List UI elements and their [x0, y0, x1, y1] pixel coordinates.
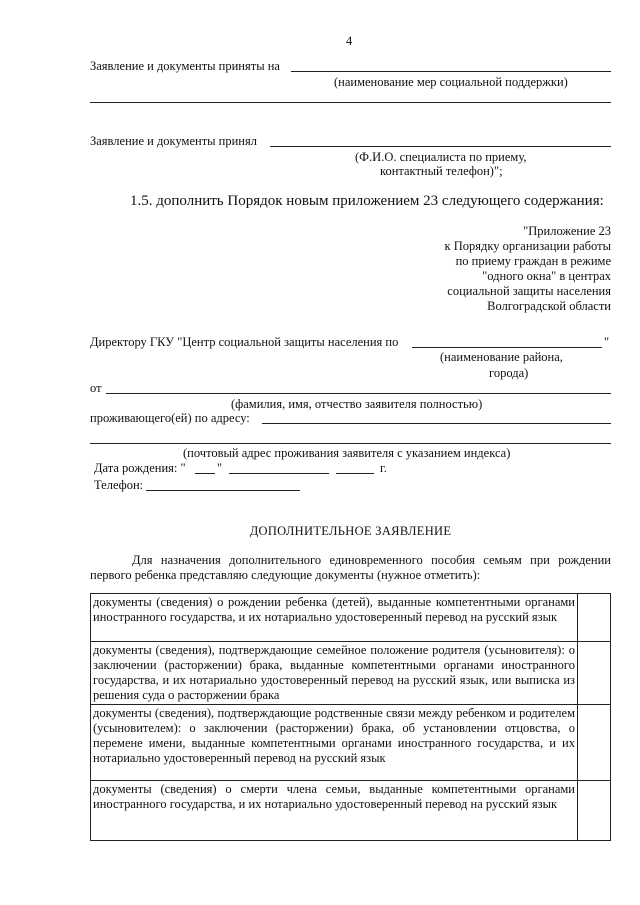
birth-year-field[interactable] — [336, 473, 374, 474]
specialist-name-field[interactable] — [270, 146, 611, 147]
documents-table — [90, 593, 611, 841]
table-row — [91, 642, 611, 705]
from-caption: (фамилия, имя, отчество заявителя полностью) — [231, 397, 483, 411]
accepted-measure-field-continued[interactable] — [90, 102, 611, 103]
addressee-quote-end: " — [604, 335, 610, 349]
document-checkbox[interactable] — [578, 642, 611, 705]
birth-day-field[interactable] — [195, 473, 215, 474]
accepted-caption: (наименование мер социальной поддержки) — [334, 75, 568, 89]
address-caption: (почтовый адрес проживания заявителя с указанием индекса) — [183, 446, 511, 460]
district-field[interactable] — [412, 347, 602, 348]
address-label: проживающего(ей) по адресу: — [90, 411, 250, 425]
received-caption-1: (Ф.И.О. специалиста по приему, — [355, 150, 527, 164]
accepted-measure-field[interactable] — [291, 71, 611, 72]
accepted-label: Заявление и документы приняты на — [90, 59, 280, 73]
birth-date-label: Дата рождения: " — [94, 461, 186, 475]
applicant-name-field[interactable] — [106, 393, 611, 394]
phone-label: Телефон: — [94, 478, 144, 492]
document-checkbox[interactable] — [578, 705, 611, 781]
birth-year-suffix: г. — [380, 461, 387, 475]
amendment-text: 1.5. дополнить Порядок новым приложением 23 следующего содержания: — [130, 193, 604, 209]
received-label: Заявление и документы принял — [90, 134, 257, 148]
intro-line-2: первого ребенка представляю следующие документы (нужное отметить): — [90, 568, 481, 582]
table-row — [91, 781, 611, 841]
document-description: документы (сведения), подтверждающие родственные связи между ребенком и родителем (усыновителем): о заключении (расторжении) брака, об установлении отцовства, о перемене имени, выданные компетентными органами иностранного государства, и их нотариально удостоверенный перевод на русский язык — [91, 705, 578, 781]
document-description: документы (сведения), подтверждающие семейное положение родителя (усыновителя): о заключении (расторжении) брака, выданные компетентными органами иностранного государства, и их нотариально удостоверенный перевод на русский язык, или выписка из решения суда о расторжении брака — [91, 642, 578, 705]
document-title: ДОПОЛНИТЕЛЬНОЕ ЗАЯВЛЕНИЕ — [249, 524, 452, 538]
table-row — [91, 594, 611, 642]
page-number: 4 — [346, 34, 353, 48]
addressee-label: Директору ГКУ "Центр социальной защиты населения по — [90, 335, 399, 349]
document-checkbox[interactable] — [578, 781, 611, 841]
address-field-continued[interactable] — [90, 443, 611, 444]
appendix-line-6: Волгоградской области — [487, 299, 611, 313]
from-label: от — [90, 381, 102, 395]
addressee-caption-1: (наименование района, — [440, 350, 563, 364]
document-checkbox[interactable] — [578, 594, 611, 642]
document-description: документы (сведения) о смерти члена семьи, выданные компетентными органами иностранного государства, и их нотариально удостоверенный перевод на русский язык — [91, 781, 578, 841]
appendix-line-5: социальной защиты населения — [447, 284, 611, 298]
birth-quote-mark: " — [217, 461, 223, 475]
appendix-line-2: к Порядку организации работы — [444, 239, 611, 253]
received-caption-2: контактный телефон)"; — [380, 164, 503, 178]
phone-field[interactable] — [146, 490, 300, 491]
birth-month-field[interactable] — [229, 473, 329, 474]
appendix-line-1: "Приложение 23 — [523, 224, 611, 238]
table-row — [91, 705, 611, 781]
document-description: документы (сведения) о рождении ребенка (детей), выданные компетентными органами иностранного государства, и их нотариально удостоверенный перевод на русский язык — [91, 594, 578, 642]
appendix-line-4: "одного окна" в центрах — [482, 269, 611, 283]
address-field[interactable] — [262, 423, 611, 424]
intro-line-1: Для назначения дополнительного единовременного пособия семьям при рождении — [132, 553, 611, 567]
appendix-line-3: по приему граждан в режиме — [455, 254, 611, 268]
addressee-caption-2: города) — [489, 366, 529, 380]
